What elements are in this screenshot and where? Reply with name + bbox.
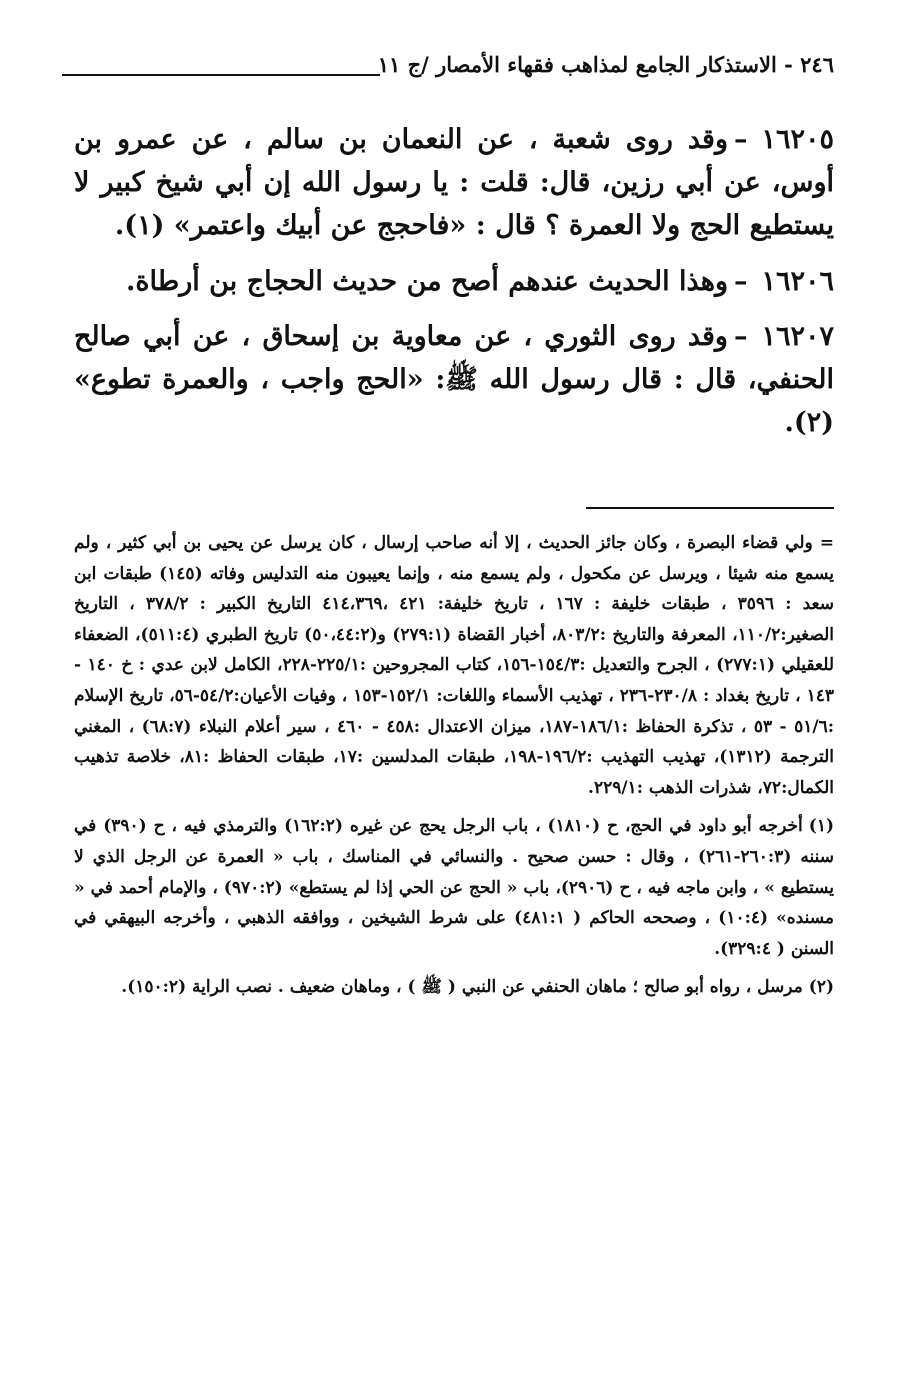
footnote-number: (٢) (808, 977, 834, 998)
paragraph (74, 260, 834, 303)
footnote-2 (74, 972, 834, 1003)
paragraph-number: ١٦٢٠٧ (761, 320, 834, 352)
footnote-continuation (74, 528, 834, 803)
main-text (74, 118, 834, 456)
paragraph-dash: – (733, 320, 748, 352)
footnote-1 (74, 811, 834, 964)
footnotes (74, 528, 834, 1011)
footnote-text: مرسل ، رواه أبو صالح ؛ ماهان الحنفي عن النبي ( ﷺ ) ، وماهان ضعيف . نصب الراية (١٥٠:٢). (121, 977, 803, 998)
footnote-separator (586, 507, 834, 509)
paragraph-text: وقد روى الثوري ، عن معاوية بن إسحاق ، عن أبي صالح الحنفي، قال : قال رسول الله ﷺ: «الحج واجب ، والعمرة تطوع» (٢). (74, 320, 834, 439)
paragraph-dash: – (733, 265, 748, 297)
paragraph-text: وهذا الحديث عندهم أصح من حديث الحجاج بن أرطاة. (125, 265, 728, 297)
paragraph-number: ١٦٢٠٦ (761, 265, 834, 297)
header-title: ٢٤٦ - الاستذكار الجامع لمذاهب فقهاء الأمصار /ج ١١ (377, 52, 834, 77)
footnote-number: (١) (808, 816, 835, 837)
paragraph (74, 118, 834, 248)
paragraph (74, 315, 834, 445)
paragraph-number: ١٦٢٠٥ (761, 124, 834, 155)
paragraph-text: وقد روى شعبة ، عن النعمان بن سالم ، عن عمرو بن أوس، عن أبي رزين، قال: قلت : يا رسول الله إن أبي شيخ كبير لا يستطيع الحج ولا العمرة ؟ قال : «فاحجج عن أبيك واعتمر» (١). (74, 124, 834, 242)
header-rule (62, 74, 380, 76)
footnote-text: أخرجه أبو داود في الحج، ح (١٨١٠) ، باب الرجل يحج عن غيره (١٦٢:٢) والترمذي فيه ، ح (٣٩٠) في سننه (٢٦٠:٣-٢٦١) ، وقال : حسن صحيح . والنسائي في المناسك ، باب « العمرة عن الرجل الذي لا يستطيع » ، وابن ماجه فيه ، ح (٢٩٠٦)، باب « الحج عن الحي إذا لم يستطع» (٩٧٠:٢) ، والإمام أحمد في « مسنده» (١٠:٤) ، وصححه الحاكم ( ٤٨١:١) على شرط الشيخين ، ووافقه الذهبي ، وأخرجه البيهقي في السنن ( ٣٢٩:٤). (74, 816, 835, 959)
paragraph-dash: – (733, 124, 748, 155)
footnote-text: = ولي قضاء البصرة ، وكان جائز الحديث ، إلا أنه صاحب إرسال ، كان يرسل عن يحيى بن أبي كثير ، ولم يسمع منه شيئا ، ويرسل عن مكحول ، ولم يسمع منه ، وإنما يعيبون منه التدليس وفاته (١٤٥) طبقات ابن سعد : ٣٥٩٦ ، طبقات خليفة : ١٦٧ ، تاريخ خليفة: ٤٢١ ،٤١٤،٣٦٩ التاريخ الكبير : ٣٧٨/٢ ، التاريخ الصغير:١١٠/٢، المعرفة والتاريخ :٨٠٣/٢، أخبار القضاة (٢٧٩:١) و(٥٠،٤٤:٢) تاريخ الطبري (٥١١:٤)، الضعفاء للعقيلي (٢٧٧:١) ، الجرح والتعديل :١٥٤/٣-١٥٦، كتاب المجروحين :٢٢٥/١-٢٢٨، الكامل لابن عدي : خ ١٤٠ - ١٤٣ ، تاريخ بغداد : ٢٣٠/٨-٢٣٦ ، تهذيب الأسماء واللغات: ١٥٢/١-١٥٣ ، وفيات الأعيان:٥٤/٢-٥٦، تاريخ الإسلام :٥١/٦ - ٥٣ ، تذكرة الحفاظ :١٨٦/١-١٨٧، ميزان الاعتدال :٤٥٨ - ٤٦٠ ، سير أعلام النبلاء (٦٨:٧) ، المغني الترجمة (١٣١٢)، تهذيب التهذيب :١٩٦/٢-١٩٨، طبقات المدلسين :١٧، طبقات الحفاظ :٨١، خلاصة تذهيب الكمال:٧٢، شذرات الذهب :٢٢٩/١. (74, 533, 835, 798)
